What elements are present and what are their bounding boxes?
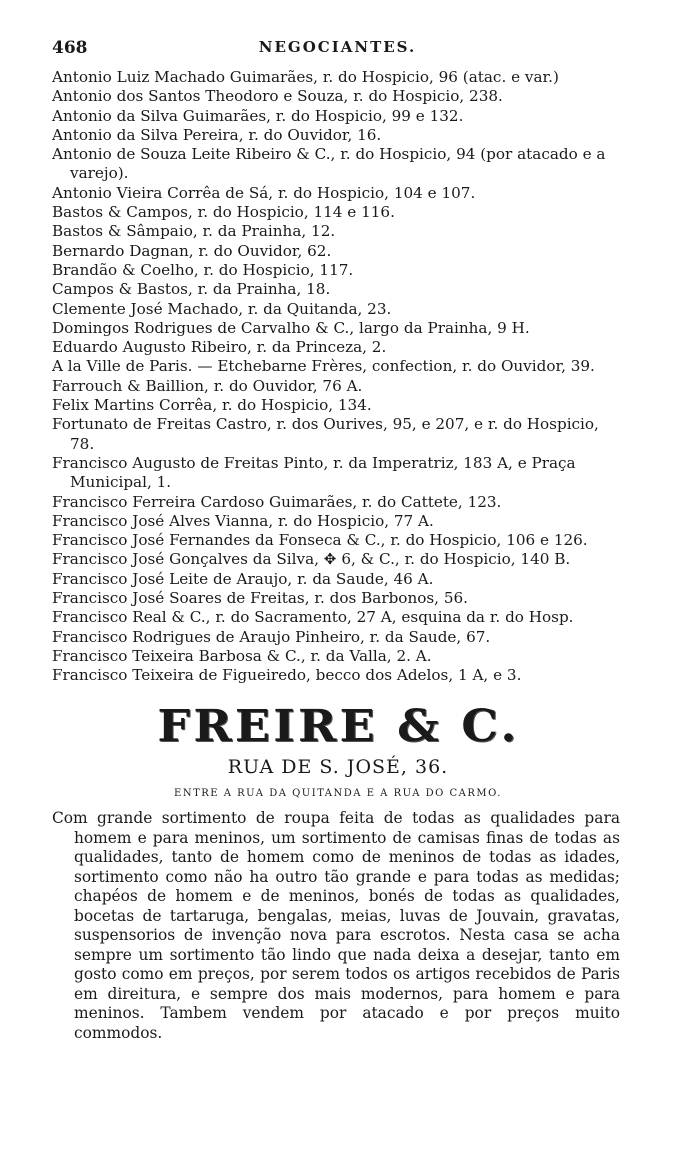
list-item: Francisco José Leite de Araujo, r. da Saude, 46 A.: [52, 569, 434, 588]
list-item: Antonio Vieira Corrêa de Sá, r. do Hospicio, 104 e 107.: [52, 183, 476, 202]
list-item: Bernardo Dagnan, r. do Ouvidor, 62.: [52, 241, 332, 260]
advert-title: [52, 702, 624, 752]
list-item: Antonio da Silva Guimarães, r. do Hospicio, 99 e 132.: [52, 106, 464, 125]
advert-address: RUA DE S. JOSÉ, 36.: [227, 756, 449, 778]
merchant-list: [52, 68, 624, 686]
list-item: Clemente José Machado, r. da Quitanda, 23.: [52, 299, 392, 318]
list-item: Francisco José Alves Vianna, r. do Hospicio, 77 A.: [52, 511, 434, 530]
list-item: Farrouch & Baillion, r. do Ouvidor, 76 A.: [52, 376, 363, 395]
list-item: Brandão & Coelho, r. do Hospicio, 117.: [52, 260, 354, 279]
list-item: A la Ville de Paris. — Etchebarne Frères, confection, r. do Ouvidor, 39.: [52, 357, 595, 376]
list-item: Eduardo Augusto Ribeiro, r. da Princeza, 2.: [52, 338, 387, 357]
page-header: [52, 38, 623, 62]
advert-title-text: FREIRE & C.: [156, 701, 520, 752]
list-item: Felix Martins Corrêa, r. do Hospicio, 134.: [52, 396, 372, 415]
list-item: Francisco José Fernandes da Fonseca & C., r. do Hospicio, 106 e 126.: [52, 531, 588, 550]
list-item: Francisco Rodrigues de Araujo Pinheiro, r. da Saude, 67.: [52, 627, 491, 646]
advertisement: [52, 702, 624, 1043]
list-item: Antonio de Souza Leite Ribeiro & C., r. do Hospicio, 94 (por atacado e a varejo).: [52, 145, 606, 183]
running-title: NEGOCIANTES.: [258, 38, 417, 56]
advert-subaddress: ENTRE A RUA DA QUITANDA E A RUA DO CARMO.: [174, 788, 502, 799]
list-item: Francisco José Soares de Freitas, r. dos Barbonos, 56.: [52, 589, 468, 608]
list-item: Fortunato de Freitas Castro, r. dos Ourives, 95, e 207, e r. do Hospicio, 78.: [52, 415, 599, 453]
list-item: Francisco José Gonçalves da Silva, ✥ 6, & C., r. do Hospicio, 140 B.: [52, 550, 571, 569]
list-item: Francisco Teixeira Barbosa & C., r. da Valla, 2. A.: [52, 646, 432, 665]
list-item: Francisco Ferreira Cardoso Guimarães, r. do Cattete, 123.: [52, 492, 502, 511]
page-number: 468: [52, 38, 88, 58]
list-item: Domingos Rodrigues de Carvalho & C., largo da Prainha, 9 H.: [52, 318, 530, 337]
list-item: Antonio Luiz Machado Guimarães, r. do Hospicio, 96 (atac. e var.): [52, 68, 559, 86]
list-item: Antonio da Silva Pereira, r. do Ouvidor, 16.: [52, 125, 382, 144]
list-item: Campos & Bastos, r. da Prainha, 18.: [52, 280, 331, 299]
list-item: Francisco Teixeira de Figueiredo, becco dos Adelos, 1 A, e 3.: [52, 666, 522, 685]
list-item: Francisco Real & C., r. do Sacramento, 27 A, esquina da r. do Hosp.: [52, 608, 574, 627]
list-item: Antonio dos Santos Theodoro e Souza, r. do Hospicio, 238.: [52, 87, 503, 106]
list-item: Bastos & Sâmpaio, r. da Prainha, 12.: [52, 222, 336, 241]
advert-body: Com grande sortimento de roupa feita de todas as qualidades para homem e para meninos, um sortimento de camisas finas de todas as qualidades, tanto de homem como de meninos de todas as idades, sortimento como não ha outro tão grande e para todas as medidas; chapéos de homem e de meninos, bonés de todas as qualidades, bocetas de tartaruga, bengalas, meias, luvas de Jouvain, gravatas, suspensorios de invenção nova para escrotos. Nesta casa se acha sempre um sortimento tão lindo que nada deixa a desejar, tanto em gosto como em preços, por serem todos os artigos recebidos de Paris em direitura, e sempre dos mais modernos, para homem e para meninos. Tambem vendem por atacado e por preços muito commodos.: [52, 809, 620, 1042]
list-item: Francisco Augusto de Freitas Pinto, r. da Imperatriz, 183 A, e Praça Municipal, 1.: [52, 453, 576, 492]
list-item: Bastos & Campos, r. do Hospicio, 114 e 116.: [52, 203, 395, 222]
